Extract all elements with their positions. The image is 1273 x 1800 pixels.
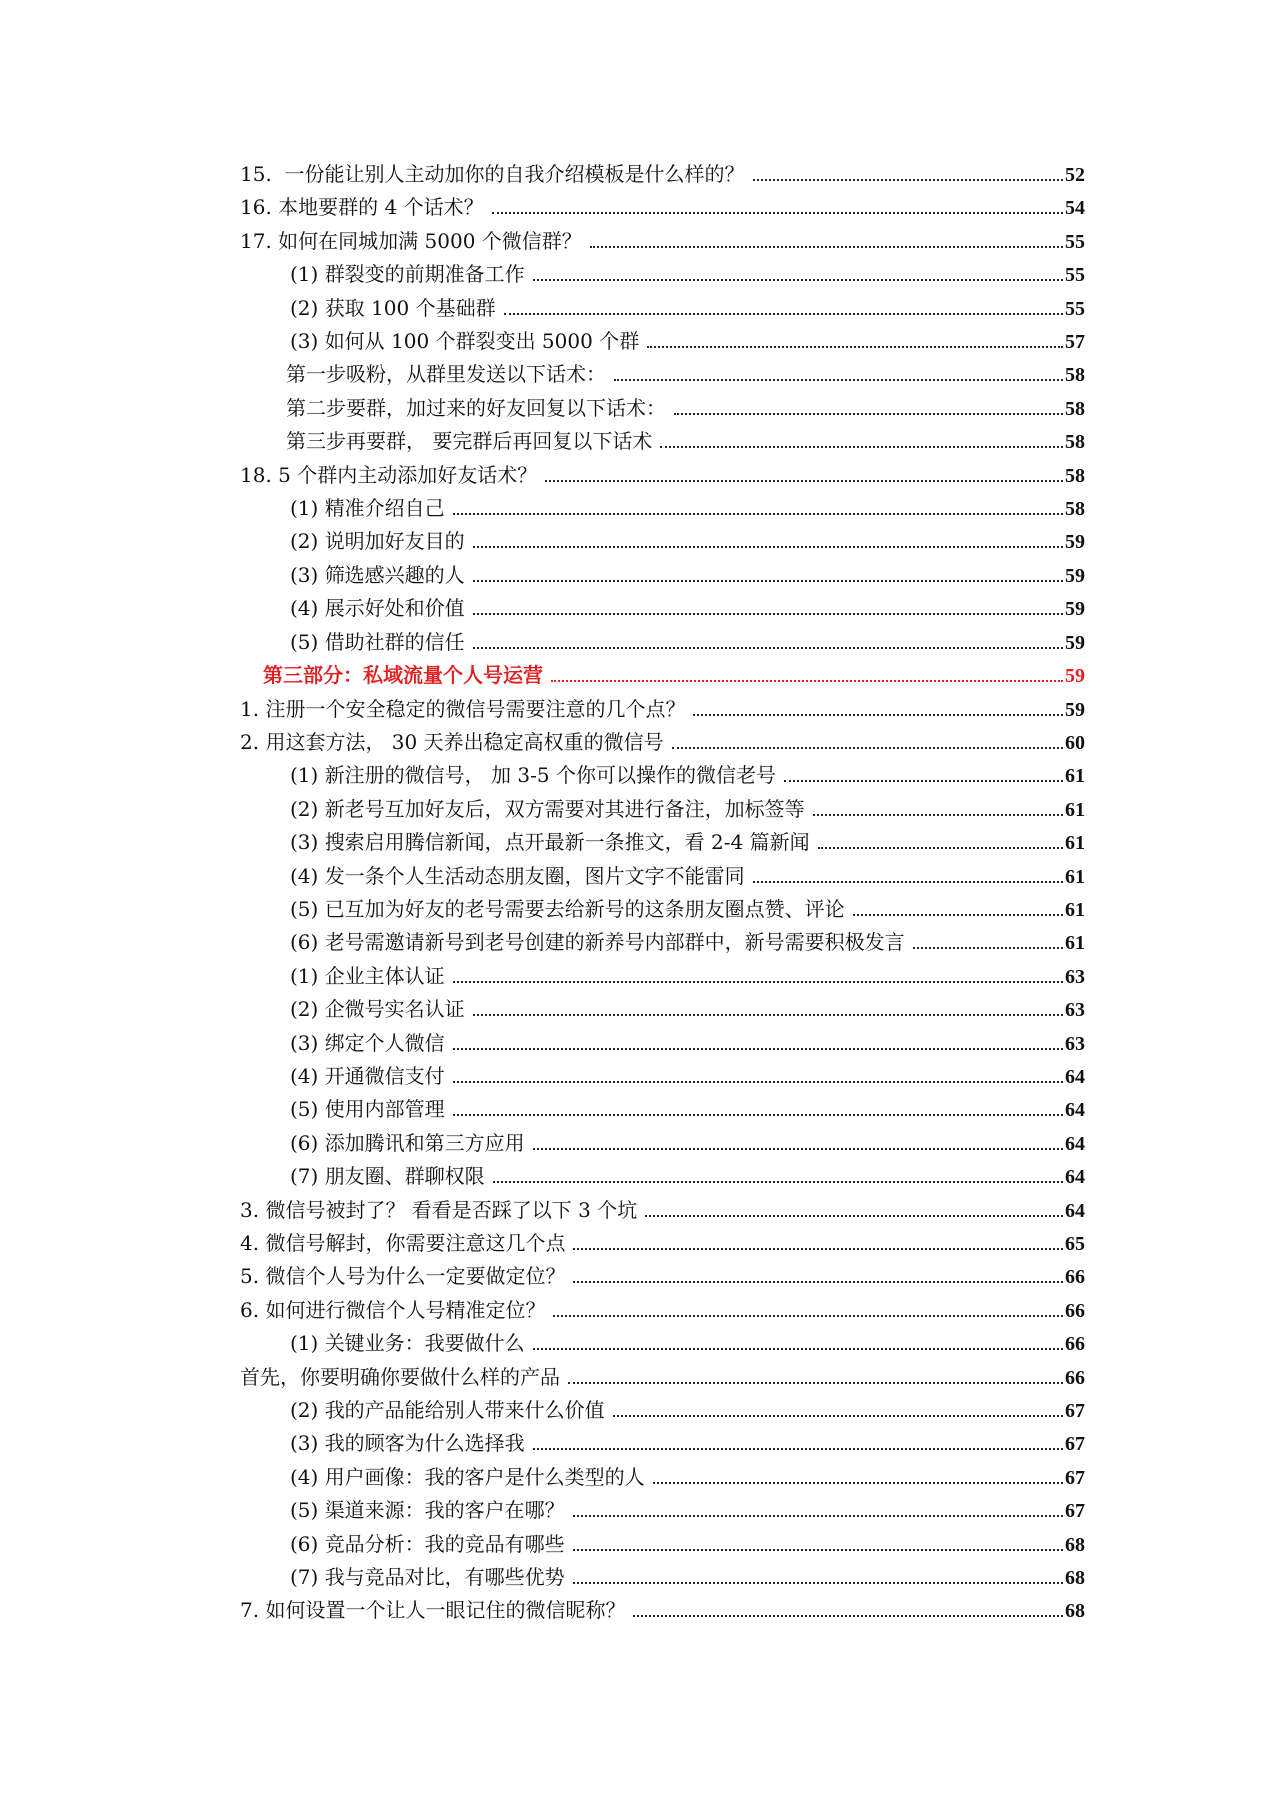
dot-leader (453, 1048, 1063, 1050)
toc-entry-page-number: 68 (1065, 1567, 1085, 1590)
toc-entry-page-number: 60 (1065, 731, 1085, 754)
dot-leader (784, 780, 1063, 782)
toc-subentry (240, 292, 1085, 325)
toc-entry-page-number: 58 (1065, 364, 1085, 387)
dot-leader (590, 246, 1063, 248)
toc-entry-title: 3. 微信号被封了？ 看看是否踩了以下 3 个坑 (240, 1197, 638, 1222)
toc-subentry (240, 325, 1085, 358)
toc-entry-title: (2) 获取 100 个基础群 (290, 295, 496, 320)
dot-leader (453, 513, 1063, 515)
dot-leader (473, 613, 1063, 615)
toc-entry-title: 第一步吸粉，从群里发送以下话术： (286, 362, 606, 387)
toc-entry-page-number: 63 (1065, 1032, 1085, 1055)
toc-entry-page-number: 55 (1065, 264, 1085, 287)
toc-entry-page-number: 61 (1065, 832, 1085, 855)
toc-entry-title: (3) 搜索启用腾信新闻，点开最新一条推文，看 2-4 篇新闻 (290, 830, 810, 855)
dot-leader (492, 212, 1063, 214)
toc-entry-title: 1. 注册一个安全稳定的微信号需要注意的几个点？ (240, 696, 686, 721)
dot-leader (614, 379, 1063, 381)
toc-entry-page-number: 61 (1065, 932, 1085, 955)
dot-leader (453, 981, 1063, 983)
toc-entry-title: (1) 新注册的微信号， 加 3-5 个你可以操作的微信老号 (290, 763, 776, 788)
toc-subentry (240, 592, 1085, 625)
toc-entry-page-number: 67 (1065, 1500, 1085, 1523)
dot-leader (853, 914, 1063, 916)
toc-subentry (240, 559, 1085, 592)
dot-leader (753, 881, 1063, 883)
toc-entry-page-number: 61 (1065, 798, 1085, 821)
toc-entry-page-number: 59 (1065, 698, 1085, 721)
toc-entry-title: 15. 一份能让别人主动加你的自我介绍模板是什么样的？ (240, 162, 745, 186)
toc-entry-title: 首先，你要明确你要做什么样的产品 (240, 1364, 560, 1389)
toc-entry (240, 225, 1085, 258)
toc-entry-title: (3) 我的顾客为什么选择我 (290, 1431, 525, 1456)
toc-entry-title: (1) 企业主体认证 (290, 963, 445, 988)
dot-leader (545, 480, 1063, 482)
dot-leader (573, 1515, 1063, 1517)
toc-entry-page-number: 52 (1065, 164, 1085, 186)
toc-subentry (240, 1494, 1085, 1527)
dot-leader (533, 1148, 1063, 1150)
toc-entry-page-number: 59 (1065, 531, 1085, 554)
dot-leader (568, 1382, 1063, 1384)
dot-leader (453, 1114, 1063, 1116)
toc-entry-title: (5) 渠道来源：我的客户在哪？ (290, 1498, 565, 1523)
toc-subentry (240, 258, 1085, 291)
toc-entry-title: (5) 使用内部管理 (290, 1097, 445, 1122)
toc-entry (240, 1194, 1085, 1227)
toc-subentry (240, 525, 1085, 558)
toc-subentry (240, 1427, 1085, 1460)
toc-entry-page-number: 61 (1065, 765, 1085, 788)
toc-entry-page-number: 64 (1065, 1199, 1085, 1222)
toc-entry-page-number: 64 (1065, 1166, 1085, 1189)
toc-entry-title: (7) 朋友圈、群聊权限 (290, 1164, 485, 1189)
toc-entry-page-number: 65 (1065, 1233, 1085, 1255)
dot-leader (473, 580, 1063, 582)
toc-entry-title: 7. 如何设置一个让人一眼记住的微信昵称？ (240, 1598, 626, 1623)
toc-entry (240, 191, 1085, 224)
toc-entry-title: (6) 添加腾讯和第三方应用 (290, 1130, 525, 1155)
dot-leader (753, 179, 1063, 181)
toc-subentry (240, 1127, 1085, 1160)
dot-leader (672, 747, 1063, 749)
toc-entry-page-number: 67 (1065, 1400, 1085, 1423)
toc-entry (240, 1594, 1085, 1627)
toc-entry-title: (3) 绑定个人微信 (290, 1030, 445, 1055)
toc-entry-title: (2) 新老号互加好友后，双方需要对其进行备注，加标签等 (290, 796, 805, 821)
toc-entry (240, 693, 1085, 726)
toc-entry-title: (2) 我的产品能给别人带来什么价值 (290, 1398, 605, 1423)
toc-entry-title: 第二步要群，加过来的好友回复以下话术： (286, 395, 666, 420)
dot-leader (473, 546, 1063, 548)
toc-entry-title: (3) 如何从 100 个群裂变出 5000 个群 (290, 329, 640, 354)
toc-entry-title: (4) 发一条个人生活动态朋友圈，图片文字不能雷同 (290, 863, 745, 888)
toc-subentry (240, 1461, 1085, 1494)
dot-leader (473, 647, 1063, 649)
toc-subentry (240, 1027, 1085, 1060)
toc-subentry (240, 1528, 1085, 1561)
toc-entry-page-number: 58 (1065, 397, 1085, 420)
dot-leader (573, 1549, 1063, 1551)
toc-entry-page-number: 59 (1065, 631, 1085, 654)
dot-leader (674, 413, 1063, 415)
toc-subentry (240, 793, 1085, 826)
toc-entry-page-number: 68 (1065, 1600, 1085, 1623)
toc-entry-page-number: 61 (1065, 865, 1085, 888)
dot-leader (473, 1014, 1063, 1016)
dot-leader (573, 1582, 1063, 1584)
toc-entry-page-number: 64 (1065, 1132, 1085, 1155)
dot-leader (573, 1281, 1063, 1283)
toc-entry-title: 18. 5 个群内主动添加好友话术？ (240, 462, 538, 487)
dot-leader (453, 1081, 1063, 1083)
toc-entry (240, 1260, 1085, 1293)
toc-entry-title: (4) 用户画像：我的客户是什么类型的人 (290, 1464, 645, 1489)
toc-entry-title: 4. 微信号解封，你需要注意这几个点 (240, 1231, 566, 1255)
dot-leader (653, 1482, 1063, 1484)
toc-entry-page-number: 66 (1065, 1266, 1085, 1289)
toc-entry-title: (7) 我与竞品对比，有哪些优势 (290, 1565, 565, 1590)
toc-entry-title: (3) 筛选感兴趣的人 (290, 562, 465, 587)
toc-subentry (240, 492, 1085, 525)
toc-subentry (240, 759, 1085, 792)
toc-subentry (240, 993, 1085, 1026)
toc-entry-title: 17. 如何在同城加满 5000 个微信群？ (240, 228, 582, 253)
toc-entry-title: (1) 关键业务：我要做什么 (290, 1331, 525, 1356)
toc-subentry (240, 960, 1085, 993)
toc-entry-page-number: 64 (1065, 1065, 1085, 1088)
toc-entry-title: (6) 竞品分析：我的竞品有哪些 (290, 1531, 565, 1556)
toc-step-entry (240, 358, 1085, 391)
toc-entry (240, 726, 1085, 759)
toc-entry-page-number: 64 (1065, 1099, 1085, 1122)
toc-entry-page-number: 67 (1065, 1466, 1085, 1489)
toc-entry-title: (5) 已互加为好友的老号需要去给新号的这条朋友圈点赞、评论 (290, 896, 845, 921)
toc-entry-title: 2. 用这套方法， 30 天养出稳定高权重的微信号 (240, 729, 664, 754)
toc-entry-page-number: 58 (1065, 498, 1085, 521)
toc-subentry (240, 626, 1085, 659)
toc-step-entry (240, 425, 1085, 458)
toc-subentry (240, 1060, 1085, 1093)
toc-entry-title: 第三步再要群， 要完群后再回复以下话术 (286, 429, 653, 454)
toc-subentry (240, 1394, 1085, 1427)
dot-leader (913, 947, 1063, 949)
toc-entry-page-number: 55 (1065, 297, 1085, 320)
toc-entry (240, 1294, 1085, 1327)
dot-leader (645, 1215, 1063, 1217)
table-of-contents (240, 158, 1085, 1628)
toc-entry-title: (4) 展示好处和价值 (290, 596, 465, 621)
toc-entry-page-number: 61 (1065, 898, 1085, 921)
toc-entry-page-number: 66 (1065, 1299, 1085, 1322)
toc-subentry (240, 826, 1085, 859)
toc-entry-page-number: 63 (1065, 965, 1085, 988)
toc-entry-title: (5) 借助社群的信任 (290, 629, 465, 654)
toc-entry (240, 1361, 1085, 1394)
dot-leader (613, 1415, 1063, 1417)
toc-entry-title: 6. 如何进行微信个人号精准定位？ (240, 1297, 546, 1322)
toc-subentry (240, 1160, 1085, 1193)
toc-entry-page-number: 66 (1065, 1333, 1085, 1356)
dot-leader (693, 714, 1063, 716)
toc-entry-title: (6) 老号需邀请新号到老号创建的新养号内部群中，新号需要积极发言 (290, 930, 905, 955)
dot-leader (533, 1348, 1063, 1350)
toc-entry-page-number: 66 (1065, 1366, 1085, 1389)
dot-leader (818, 847, 1063, 849)
toc-subentry (240, 860, 1085, 893)
dot-leader (533, 279, 1063, 281)
toc-subentry (240, 926, 1085, 959)
dot-leader (813, 814, 1063, 816)
toc-entry-title: (1) 精准介绍自己 (290, 496, 445, 521)
toc-subentry (240, 1327, 1085, 1360)
dot-leader (573, 1248, 1063, 1250)
toc-subentry (240, 1093, 1085, 1126)
toc-entry-page-number: 58 (1065, 431, 1085, 454)
dot-leader (504, 313, 1063, 315)
dot-leader (647, 346, 1063, 348)
toc-entry-page-number: 54 (1065, 197, 1085, 220)
toc-entry (240, 158, 1085, 191)
toc-entry-page-number: 59 (1065, 598, 1085, 621)
dot-leader (533, 1448, 1063, 1450)
toc-step-entry (240, 392, 1085, 425)
toc-entry-title: 5. 微信个人号为什么一定要做定位？ (240, 1264, 566, 1289)
dot-leader (553, 1315, 1063, 1317)
toc-entry-page-number: 59 (1065, 665, 1085, 688)
dot-leader (660, 446, 1063, 448)
toc-entry-page-number: 59 (1065, 564, 1085, 587)
toc-subentry (240, 1561, 1085, 1594)
toc-entry-page-number: 67 (1065, 1433, 1085, 1456)
dot-leader (493, 1181, 1063, 1183)
toc-entry (240, 1227, 1085, 1260)
dot-leader (633, 1615, 1063, 1617)
toc-entry (240, 459, 1085, 492)
toc-entry-page-number: 58 (1065, 464, 1085, 487)
part-heading-entry (240, 659, 1085, 692)
toc-entry-page-number: 63 (1065, 999, 1085, 1022)
toc-entry-title: (1) 群裂变的前期准备工作 (290, 262, 525, 287)
toc-entry-title: (4) 开通微信支付 (290, 1063, 445, 1088)
toc-entry-title: (2) 企微号实名认证 (290, 997, 465, 1022)
toc-entry-page-number: 55 (1065, 230, 1085, 253)
toc-entry-page-number: 68 (1065, 1533, 1085, 1556)
part-heading-title: 第三部分：私域流量个人号运营 (263, 663, 543, 688)
toc-entry-title: (2) 说明加好友目的 (290, 529, 465, 554)
toc-entry-page-number: 57 (1065, 331, 1085, 354)
toc-entry-title: 16. 本地要群的 4 个话术？ (240, 195, 484, 220)
dot-leader (551, 680, 1063, 682)
toc-subentry (240, 893, 1085, 926)
